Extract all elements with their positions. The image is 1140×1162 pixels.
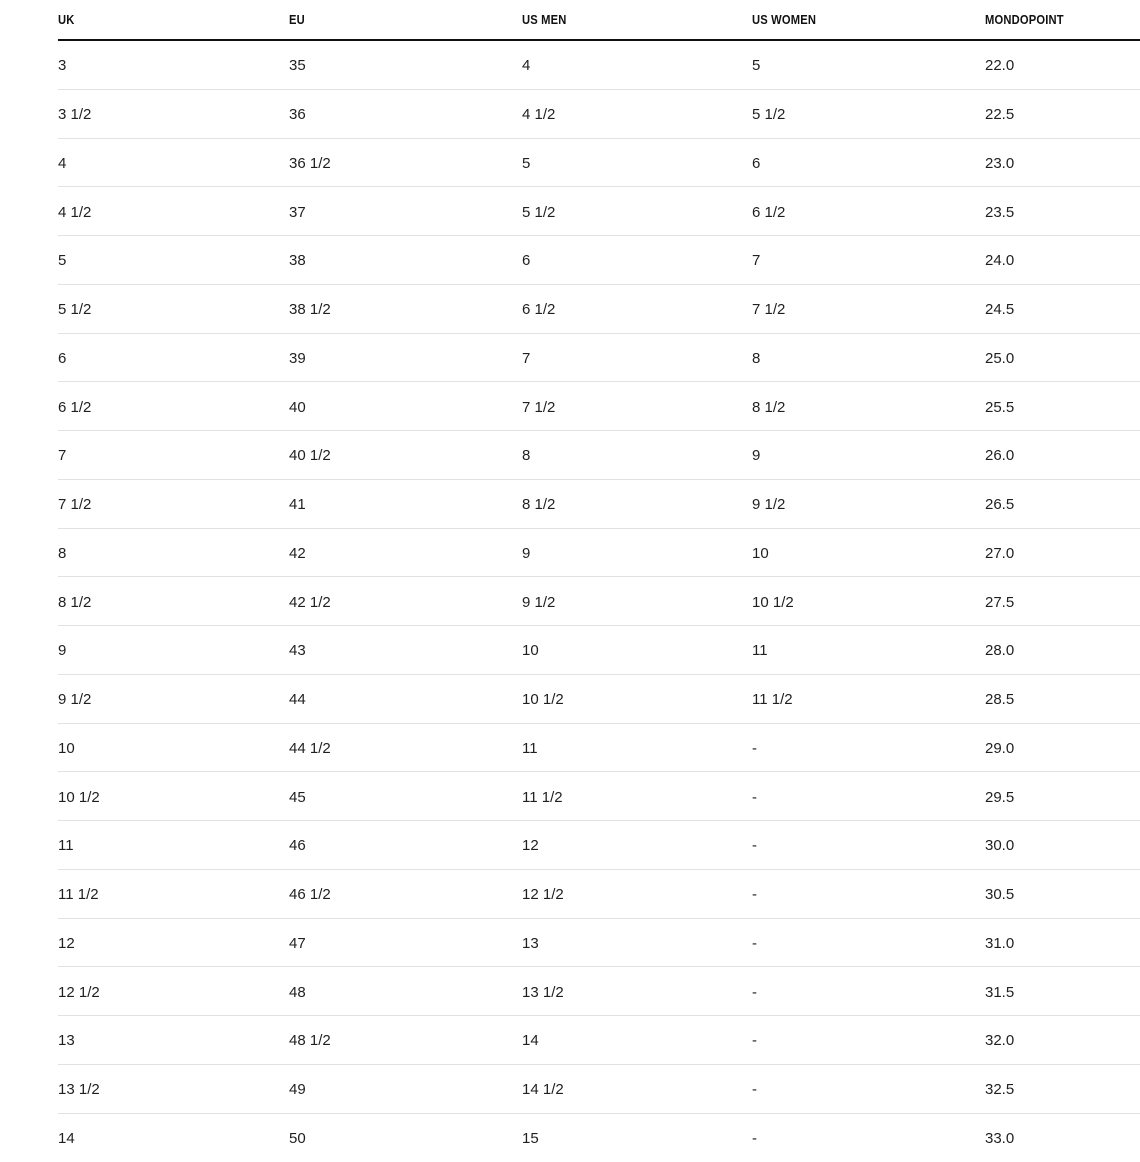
table-row [58, 724, 1140, 773]
cell-us-women: - [752, 1128, 985, 1147]
cell-uk: 8 1/2 [58, 592, 289, 611]
cell-uk: 7 1/2 [58, 494, 289, 513]
cell-us-men: 14 1/2 [522, 1079, 752, 1098]
cell-us-men: 8 1/2 [522, 494, 752, 513]
cell-us-men: 4 1/2 [522, 104, 752, 123]
cell-uk: 11 1/2 [58, 884, 289, 903]
cell-us-men: 13 [522, 933, 752, 952]
cell-eu: 44 1/2 [289, 738, 522, 757]
cell-uk: 11 [58, 835, 289, 854]
cell-uk: 10 [58, 738, 289, 757]
cell-us-men: 9 1/2 [522, 592, 752, 611]
cell-uk: 4 1/2 [58, 202, 289, 221]
column-header-mondopoint: MONDOPOINT [985, 0, 1118, 27]
cell-eu: 42 1/2 [289, 592, 522, 611]
cell-us-women: 11 [752, 640, 985, 659]
cell-us-men: 5 [522, 153, 752, 172]
cell-mondopoint: 31.0 [985, 933, 1140, 952]
cell-eu: 47 [289, 933, 522, 952]
cell-eu: 50 [289, 1128, 522, 1147]
cell-us-women: 9 1/2 [752, 494, 985, 513]
cell-mondopoint: 22.5 [985, 104, 1140, 123]
cell-us-women: 8 1/2 [752, 397, 985, 416]
cell-mondopoint: 28.5 [985, 689, 1140, 708]
cell-mondopoint: 30.5 [985, 884, 1140, 903]
column-header-uk: UK [58, 0, 257, 27]
cell-us-women: 10 1/2 [752, 592, 985, 611]
cell-us-men: 10 1/2 [522, 689, 752, 708]
table-row [58, 870, 1140, 919]
cell-uk: 9 [58, 640, 289, 659]
cell-us-men: 11 [522, 738, 752, 757]
table-body [58, 41, 1140, 1162]
cell-us-women: 8 [752, 348, 985, 367]
table-row [58, 382, 1140, 431]
cell-us-women: 9 [752, 445, 985, 464]
cell-us-men: 14 [522, 1030, 752, 1049]
cell-mondopoint: 32.0 [985, 1030, 1140, 1049]
cell-eu: 49 [289, 1079, 522, 1098]
table-row [58, 334, 1140, 383]
cell-mondopoint: 27.5 [985, 592, 1140, 611]
cell-us-women: 11 1/2 [752, 689, 985, 708]
cell-eu: 43 [289, 640, 522, 659]
table-row [58, 285, 1140, 334]
table-row [58, 919, 1140, 968]
cell-us-men: 6 1/2 [522, 299, 752, 318]
cell-eu: 46 1/2 [289, 884, 522, 903]
cell-us-men: 13 1/2 [522, 982, 752, 1001]
cell-mondopoint: 31.5 [985, 982, 1140, 1001]
cell-mondopoint: 33.0 [985, 1128, 1140, 1147]
column-header-us-women: US WOMEN [752, 0, 952, 27]
table-row [58, 90, 1140, 139]
table-row [58, 236, 1140, 285]
cell-mondopoint: 26.5 [985, 494, 1140, 513]
cell-us-men: 15 [522, 1128, 752, 1147]
column-header-eu: EU [289, 0, 489, 27]
cell-uk: 3 [58, 55, 289, 74]
table-row [58, 529, 1140, 578]
cell-mondopoint: 27.0 [985, 543, 1140, 562]
cell-uk: 9 1/2 [58, 689, 289, 708]
cell-eu: 45 [289, 787, 522, 806]
cell-us-women: 5 1/2 [752, 104, 985, 123]
cell-uk: 3 1/2 [58, 104, 289, 123]
cell-uk: 12 [58, 933, 289, 952]
cell-eu: 36 [289, 104, 522, 123]
table-header-row [58, 0, 1140, 41]
cell-mondopoint: 30.0 [985, 835, 1140, 854]
cell-eu: 41 [289, 494, 522, 513]
cell-mondopoint: 25.0 [985, 348, 1140, 367]
table-row [58, 431, 1140, 480]
cell-eu: 40 [289, 397, 522, 416]
cell-us-women: - [752, 982, 985, 1001]
table-row [58, 1065, 1140, 1114]
cell-eu: 48 [289, 982, 522, 1001]
cell-us-women: - [752, 738, 985, 757]
cell-eu: 39 [289, 348, 522, 367]
cell-mondopoint: 24.5 [985, 299, 1140, 318]
cell-uk: 10 1/2 [58, 787, 289, 806]
cell-us-men: 6 [522, 250, 752, 269]
cell-us-women: - [752, 933, 985, 952]
cell-mondopoint: 23.0 [985, 153, 1140, 172]
column-header-us-men: US MEN [522, 0, 720, 27]
cell-uk: 12 1/2 [58, 982, 289, 1001]
cell-mondopoint: 24.0 [985, 250, 1140, 269]
cell-eu: 46 [289, 835, 522, 854]
cell-mondopoint: 26.0 [985, 445, 1140, 464]
cell-eu: 37 [289, 202, 522, 221]
table-row [58, 139, 1140, 188]
cell-mondopoint: 28.0 [985, 640, 1140, 659]
cell-us-women: - [752, 835, 985, 854]
table-row [58, 626, 1140, 675]
table-row [58, 1114, 1140, 1162]
table-row [58, 821, 1140, 870]
cell-eu: 35 [289, 55, 522, 74]
cell-mondopoint: 23.5 [985, 202, 1140, 221]
cell-uk: 6 [58, 348, 289, 367]
cell-us-men: 10 [522, 640, 752, 659]
cell-mondopoint: 25.5 [985, 397, 1140, 416]
size-conversion-table [58, 0, 1140, 1162]
table-row [58, 675, 1140, 724]
cell-us-women: 5 [752, 55, 985, 74]
table-row [58, 480, 1140, 529]
cell-uk: 5 [58, 250, 289, 269]
table-row [58, 772, 1140, 821]
cell-us-men: 12 1/2 [522, 884, 752, 903]
cell-us-men: 4 [522, 55, 752, 74]
cell-uk: 14 [58, 1128, 289, 1147]
cell-us-men: 7 1/2 [522, 397, 752, 416]
cell-mondopoint: 29.5 [985, 787, 1140, 806]
cell-us-women: 10 [752, 543, 985, 562]
cell-us-women: 6 1/2 [752, 202, 985, 221]
cell-mondopoint: 22.0 [985, 55, 1140, 74]
cell-eu: 42 [289, 543, 522, 562]
cell-us-men: 11 1/2 [522, 787, 752, 806]
table-row [58, 187, 1140, 236]
table-row [58, 1016, 1140, 1065]
cell-us-men: 5 1/2 [522, 202, 752, 221]
cell-uk: 13 [58, 1030, 289, 1049]
cell-uk: 6 1/2 [58, 397, 289, 416]
cell-us-women: - [752, 787, 985, 806]
cell-uk: 7 [58, 445, 289, 464]
table-row [58, 41, 1140, 90]
cell-uk: 4 [58, 153, 289, 172]
cell-us-women: 6 [752, 153, 985, 172]
cell-eu: 38 [289, 250, 522, 269]
cell-eu: 36 1/2 [289, 153, 522, 172]
cell-us-men: 12 [522, 835, 752, 854]
cell-us-women: - [752, 1079, 985, 1098]
cell-eu: 38 1/2 [289, 299, 522, 318]
table-row [58, 577, 1140, 626]
cell-eu: 48 1/2 [289, 1030, 522, 1049]
cell-uk: 5 1/2 [58, 299, 289, 318]
cell-eu: 44 [289, 689, 522, 708]
cell-us-men: 9 [522, 543, 752, 562]
cell-us-men: 7 [522, 348, 752, 367]
cell-us-women: 7 [752, 250, 985, 269]
cell-us-women: - [752, 1030, 985, 1049]
cell-mondopoint: 29.0 [985, 738, 1140, 757]
cell-mondopoint: 32.5 [985, 1079, 1140, 1098]
cell-us-women: - [752, 884, 985, 903]
cell-us-women: 7 1/2 [752, 299, 985, 318]
cell-eu: 40 1/2 [289, 445, 522, 464]
table-row [58, 967, 1140, 1016]
cell-uk: 8 [58, 543, 289, 562]
cell-us-men: 8 [522, 445, 752, 464]
cell-uk: 13 1/2 [58, 1079, 289, 1098]
